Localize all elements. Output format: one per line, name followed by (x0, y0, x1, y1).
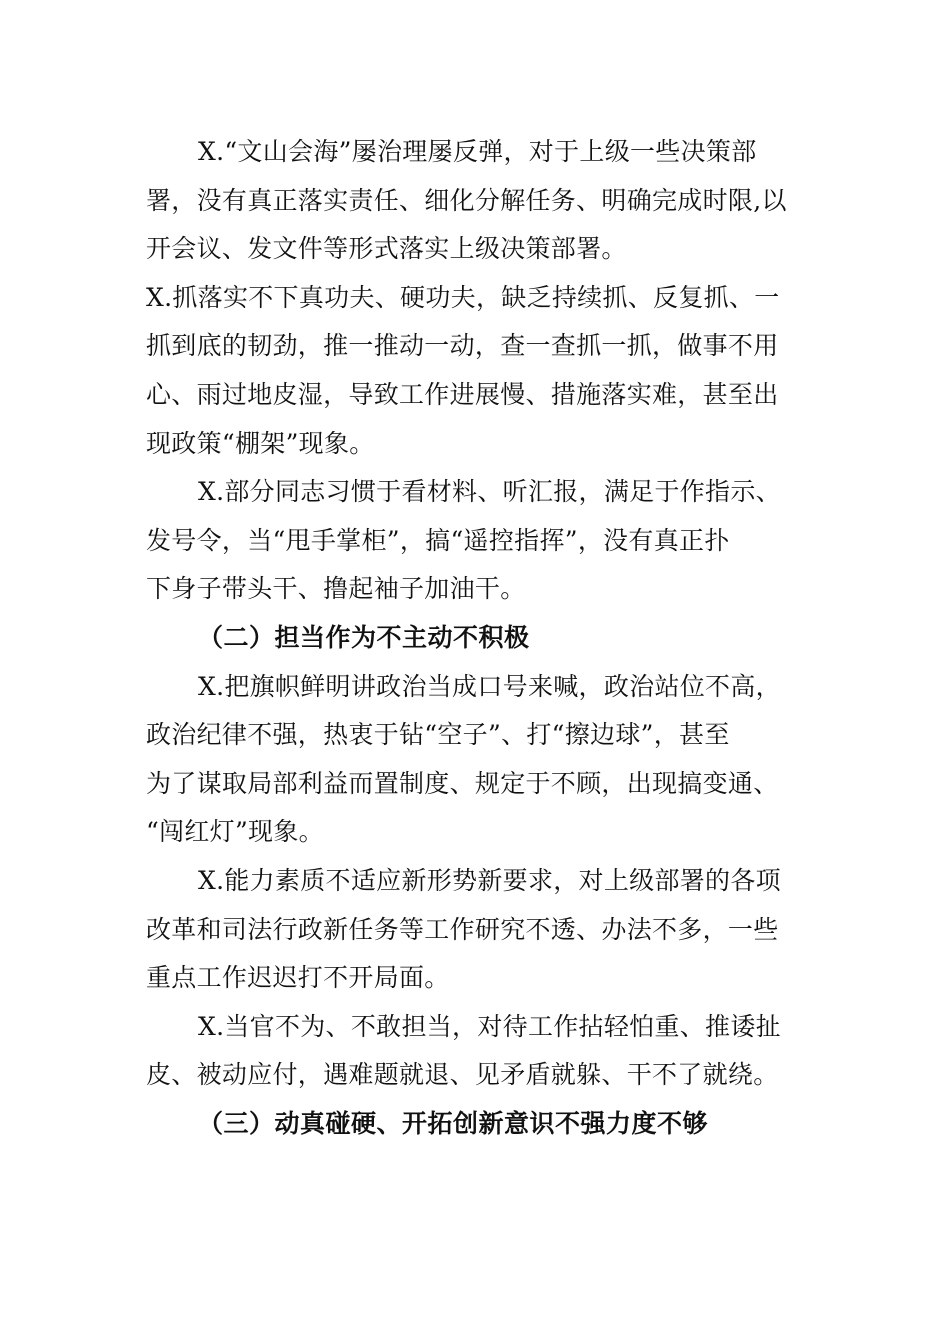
text-line: 开会议、发文件等形式落实上级决策部署。 (146, 234, 627, 264)
text-line: “闯红灯”现象。 (146, 817, 324, 847)
paragraph-5 (146, 857, 806, 1003)
text-line: 改革和司法行政新任务等工作研究不透、办法不多，一些 (146, 914, 779, 944)
text-line: X.“文山会海”屡治理屡反弹，对于上级一些决策部 (198, 137, 757, 166)
paragraph-6 (146, 1003, 806, 1100)
text-line: 发号令，当“甩手掌柜”，搞“遥控指挥”，没有真正扑 (146, 525, 730, 555)
paragraph-3 (146, 468, 806, 614)
text-line: 为了谋取局部利益而置制度、规定于不顾，出现搞变通、 (146, 768, 779, 798)
paragraph-4 (146, 663, 806, 857)
text-line: X.当官不为、不敢担当，对待工作拈轻怕重、推诿扯 (198, 1011, 781, 1041)
text-line: 抓到底的韧劲，推一推动一动，查一查抓一抓，做事不用 (146, 331, 779, 361)
section-heading-3: （三）动真碰硬、开拓创新意识不强力度不够 (198, 1108, 709, 1138)
paragraph-1 (146, 128, 806, 274)
text-line: 政治纪律不强，热衷于钻“空子”、打“擦边球”，甚至 (146, 720, 730, 750)
text-line: 下身子带头干、撸起袖子加油干。 (146, 574, 526, 604)
paragraph-2 (146, 274, 806, 468)
text-line: 现政策“棚架”现象。 (146, 428, 375, 458)
text-line: X.部分同志习惯于看材料、听汇报，满足于作指示、 (198, 477, 781, 507)
section-heading-2: （二）担当作为不主动不积极 (198, 622, 530, 652)
text-line: 重点工作迟迟打不开局面。 (146, 963, 450, 993)
text-line: X.能力素质不适应新形势新要求，对上级部署的各项 (198, 865, 781, 895)
text-line: X.把旗帜鲜明讲政治当成口号来喊，政治站位不高， (198, 671, 781, 701)
document-body (146, 128, 806, 1148)
text-line: 署，没有真正落实责任、细化分解任务、明确完成时限,以 (146, 185, 787, 215)
text-line: 皮、被动应付，遇难题就退、见矛盾就躲、干不了就绕。 (146, 1060, 779, 1090)
text-line: X.抓落实不下真功夫、硬功夫，缺乏持续抓、反复抓、一 (146, 282, 780, 312)
text-line: 心、雨过地皮湿，导致工作进展慢、措施落实难，甚至出 (146, 379, 779, 409)
